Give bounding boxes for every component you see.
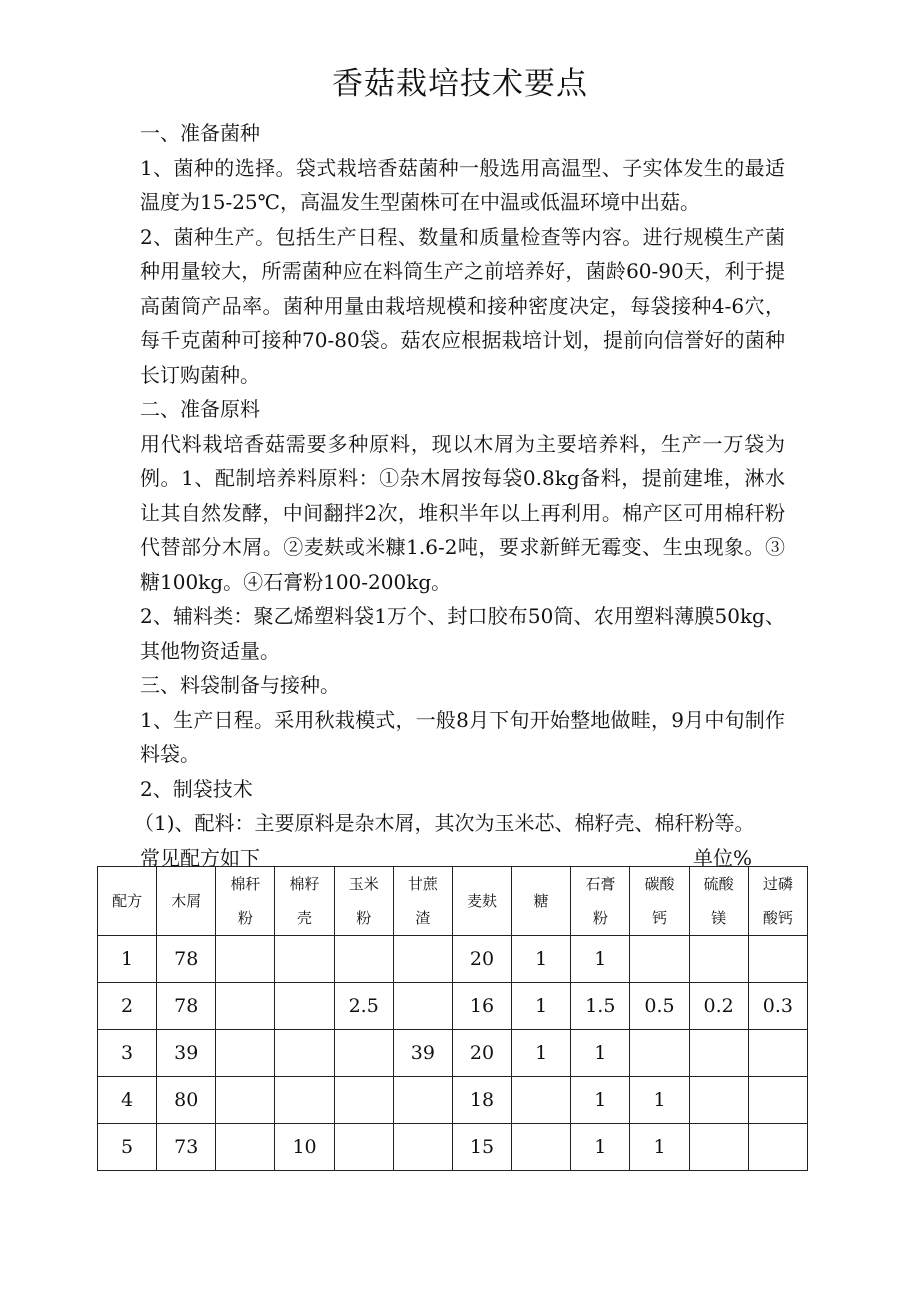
paragraph-raw-materials: 用代料栽培香菇需要多种原料，现以木屑为主要培养料，生产一万袋为例。1、配制培养料原料：①杂木屑按每袋0.8kg备料，提前建堆，淋水让其自然发酵，中间翻拌2次，堆积半年以上再利用。棉产区可用棉秆粉代替部分木屑。②麦麸或米糠1.6-2吨，要求新鲜无霉变、生虫现象。③糖100kg。④石膏粉100-200kg。: [140, 431, 785, 594]
table-cell: 1: [571, 1077, 630, 1124]
table-header-cell: [452, 867, 511, 936]
header-text: 配方: [112, 892, 143, 910]
table-body: [98, 936, 808, 1171]
table-header-cell: [630, 867, 689, 936]
table-cell: [275, 983, 334, 1030]
table-cell: [748, 1030, 807, 1077]
table-cell: 80: [157, 1077, 216, 1124]
table-cell: [393, 983, 452, 1030]
header-text: 镁: [711, 909, 727, 927]
table-cell: 16: [452, 983, 511, 1030]
table-header-cell: [689, 867, 748, 936]
table-cell: 78: [157, 936, 216, 983]
table-cell: 2.5: [334, 983, 393, 1030]
table-cell: [216, 936, 275, 983]
header-text: 钙: [651, 909, 667, 927]
table-row: [98, 1030, 808, 1077]
header-text: 粉: [237, 909, 253, 927]
table-header-cell: [748, 867, 807, 936]
table-cell: 1: [98, 936, 157, 983]
table-header-cell: [571, 867, 630, 936]
table-header-cell: [334, 867, 393, 936]
table-cell: 1: [512, 983, 571, 1030]
formula-table: [97, 866, 808, 1171]
table-caption-unit: 单位%: [692, 845, 752, 870]
section-heading-prepare-materials: 二、准备原料: [140, 397, 260, 421]
table-cell: 78: [157, 983, 216, 1030]
table-row: [98, 1124, 808, 1171]
table-header-cell: [216, 867, 275, 936]
table-cell: [275, 1077, 334, 1124]
table-cell: [393, 1077, 452, 1124]
table-cell: [689, 1030, 748, 1077]
header-text: 木屑: [171, 892, 202, 910]
table-cell: [748, 936, 807, 983]
table-cell: 1: [571, 936, 630, 983]
table-row: [98, 1077, 808, 1124]
table-cell: 39: [393, 1030, 452, 1077]
header-text: 棉秆: [230, 875, 261, 893]
table-cell: 18: [452, 1077, 511, 1124]
table-cell: [216, 1077, 275, 1124]
table-cell: [689, 936, 748, 983]
table-cell: [689, 1124, 748, 1171]
document-body: [134, 116, 785, 875]
table-cell: 5: [98, 1124, 157, 1171]
table-cell: [334, 1030, 393, 1077]
table-cell: 39: [157, 1030, 216, 1077]
header-text: 棉籽: [289, 875, 320, 893]
table-cell: 20: [452, 1030, 511, 1077]
table-cell: [748, 1077, 807, 1124]
header-text: 麦麸: [467, 892, 498, 910]
paragraph-spawn-production: 2、菌种生产。包括生产日程、数量和质量检查等内容。进行规模生产菌种用量较大，所需菌种应在料筒生产之前培养好，菌龄60-90天，利于提高菌筒产品率。菌种用量由栽培规模和接种密度决定，每袋接种4-6穴，每千克菌种可接种70-80袋。菇农应根据栽培计划，提前向信誉好的菌种长订购菌种。: [140, 224, 785, 387]
paragraph-bag-technique-heading: 2、制袋技术: [140, 776, 253, 801]
document-title: 香菇栽培技术要点: [332, 66, 588, 102]
paragraph-formulation: （1)、配料：主要原料是杂木屑，其次为玉米芯、棉籽壳、棉秆粉等。: [134, 811, 755, 835]
table-cell: [748, 1124, 807, 1171]
table-cell: [630, 1030, 689, 1077]
table-cell: [216, 1030, 275, 1077]
table-cell: 1: [630, 1077, 689, 1124]
table-cell: 15: [452, 1124, 511, 1171]
table-cell: 0.5: [630, 983, 689, 1030]
table-cell: [216, 983, 275, 1030]
table-cell: [334, 1124, 393, 1171]
table-cell: [512, 1077, 571, 1124]
header-text: 粉: [356, 909, 372, 927]
header-text: 渣: [415, 909, 431, 927]
table-header-row: [98, 867, 808, 936]
header-text: 粉: [592, 909, 608, 927]
table-cell: 1: [571, 1124, 630, 1171]
table-cell: [630, 936, 689, 983]
table-cell: 1: [571, 1030, 630, 1077]
table-row: [98, 983, 808, 1030]
table-cell: [334, 936, 393, 983]
header-text: 石膏: [585, 875, 616, 893]
table-caption-left: 常见配方如下: [140, 845, 260, 870]
table-cell: [689, 1077, 748, 1124]
table-cell: 20: [452, 936, 511, 983]
header-text: 糖: [533, 892, 549, 910]
table-cell: 10: [275, 1124, 334, 1171]
table-header-cell: [157, 867, 216, 936]
table-header-cell: [275, 867, 334, 936]
section-heading-prepare-spawn: 一、准备菌种: [140, 121, 260, 145]
table-cell: 1: [630, 1124, 689, 1171]
table-cell: [393, 936, 452, 983]
table-cell: 73: [157, 1124, 216, 1171]
table-cell: [275, 1030, 334, 1077]
table-cell: 1.5: [571, 983, 630, 1030]
table-cell: [393, 1124, 452, 1171]
table-cell: 0.2: [689, 983, 748, 1030]
table-header-cell: [512, 867, 571, 936]
table-header-cell: [98, 867, 157, 936]
header-text: 过磷: [762, 875, 793, 893]
paragraph-auxiliary-materials: 2、辅料类：聚乙烯塑料袋1万个、封口胶布50筒、农用塑料薄膜50kg、其他物资适量。: [140, 604, 785, 663]
table-cell: [334, 1077, 393, 1124]
table-cell: 0.3: [748, 983, 807, 1030]
table-cell: 1: [512, 1030, 571, 1077]
header-text: 碳酸: [644, 875, 675, 893]
table-cell: [216, 1124, 275, 1171]
table-cell: 2: [98, 983, 157, 1030]
table-cell: [512, 1124, 571, 1171]
table-header-cell: [393, 867, 452, 936]
header-text: 酸钙: [762, 909, 793, 927]
header-text: 硫酸: [703, 875, 734, 893]
paragraph-spawn-selection: 1、菌种的选择。袋式栽培香菇菌种一般选用高温型、子实体发生的最适温度为15-25℃，高温发生型菌株可在中温或低温环境中出菇。: [140, 155, 785, 214]
header-text: 甘蔗: [407, 875, 438, 893]
table-cell: 4: [98, 1077, 157, 1124]
table-cell: 1: [512, 936, 571, 983]
header-text: 壳: [297, 909, 313, 927]
header-text: 玉米: [348, 875, 379, 893]
table-cell: 3: [98, 1030, 157, 1077]
table-row: [98, 936, 808, 983]
paragraph-production-schedule: 1、生产日程。采用秋栽模式，一般8月下旬开始整地做畦，9月中旬制作料袋。: [140, 707, 785, 766]
section-heading-bag-preparation: 三、料袋制备与接种。: [140, 673, 340, 697]
table-cell: [275, 936, 334, 983]
